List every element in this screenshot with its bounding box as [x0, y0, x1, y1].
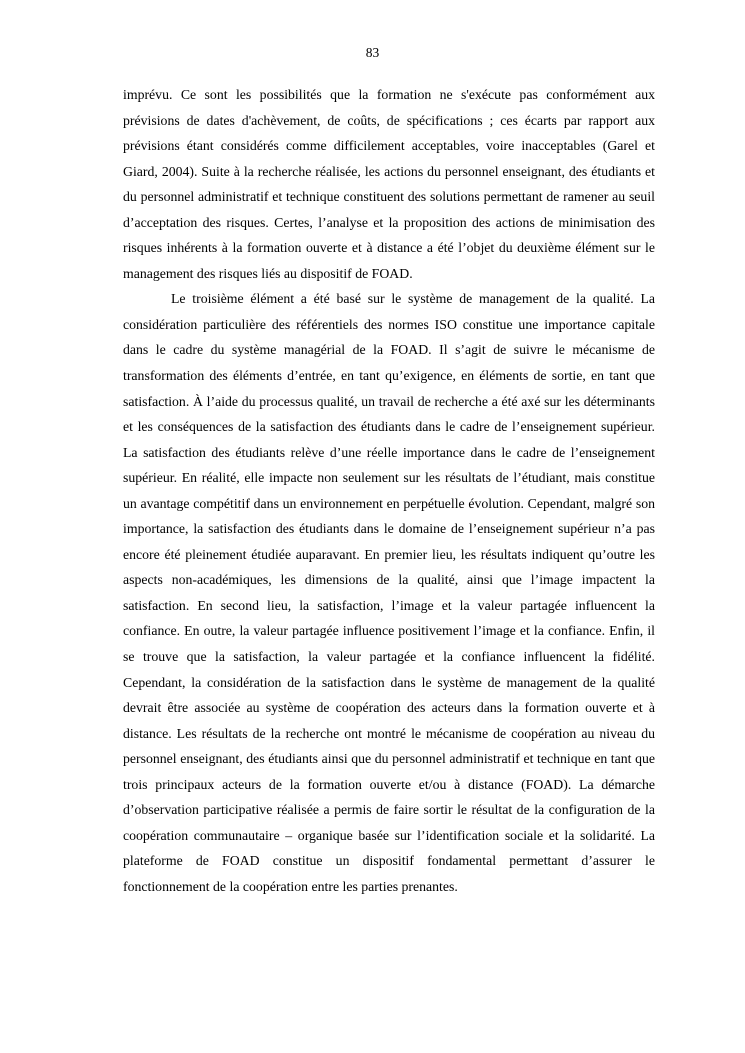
- document-body: [123, 82, 655, 900]
- paragraph-2: Le troisième élément a été basé sur le système de management de la qualité. La considération particulière des référentiels des normes ISO constitue une importance capitale dans le cadre du système managérial de la FOAD. Il s’agit de suivre le mécanisme de transformation des éléments d’entrée, en tant qu’exigence, en éléments de sortie, en tant que satisfaction. À l’aide du processus qualité, un travail de recherche a été axé sur les déterminants et les conséquences de la satisfaction des étudiants dans le cadre de l’enseignement supérieur. La satisfaction des étudiants relève d’une réelle importance dans le cadre de l’enseignement supérieur. En réalité, elle impacte non seulement sur les résultats de l’étudiant, mais constitue un avantage compétitif dans un environnement en perpétuelle évolution. Cependant, malgré son importance, la satisfaction des étudiants dans le domaine de l’enseignement supérieur n’a pas encore été pleinement étudiée auparavant. En premier lieu, les résultats indiquent qu’outre les aspects non-académiques, les dimensions de la qualité, ainsi que l’image impactent la satisfaction. En second lieu, la satisfaction, l’image et la valeur partagée influencent la confiance. En outre, la valeur partagée influence positivement l’image et la confiance. Enfin, il se trouve que la satisfaction, la valeur partagée et la confiance influencent la fidélité. Cependant, la considération de la satisfaction dans le système de management de la qualité devrait être associée au système de coopération des acteurs dans la formation ouverte et à distance. Les résultats de la recherche ont montré le mécanisme de coopération au niveau du personnel enseignant, des étudiants ainsi que du personnel administratif et technique en tant que trois principaux acteurs de la formation ouverte et/ou à distance (FOAD). La démarche d’observation participative réalisée a permis de faire sortir le résultat de la configuration de la coopération communautaire – organique basée sur l’identification sociale et la solidarité. La plateforme de FOAD constitue un dispositif fondamental permettant d’assurer le fonctionnement de la coopération entre les parties prenantes.: [123, 291, 655, 894]
- paragraph-1: imprévu. Ce sont les possibilités que la formation ne s'exécute pas conformément aux prévisions de dates d'achèvement, de coûts, de spécifications ; ces écarts par rapport aux prévisions étant considérés comme difficilement acceptables, voire inacceptables (Garel et Giard, 2004). Suite à la recherche réalisée, les actions du personnel enseignant, des étudiants et du personnel administratif et technique constituent des solutions permettant de ramener au seuil d’acceptation des risques. Certes, l’analyse et la proposition des actions de minimisation des risques inhérents à la formation ouverte et à distance a été l’objet du deuxième élément sur le management des risques liés au dispositif de FOAD.: [123, 87, 655, 281]
- page-number: 83: [365, 45, 380, 60]
